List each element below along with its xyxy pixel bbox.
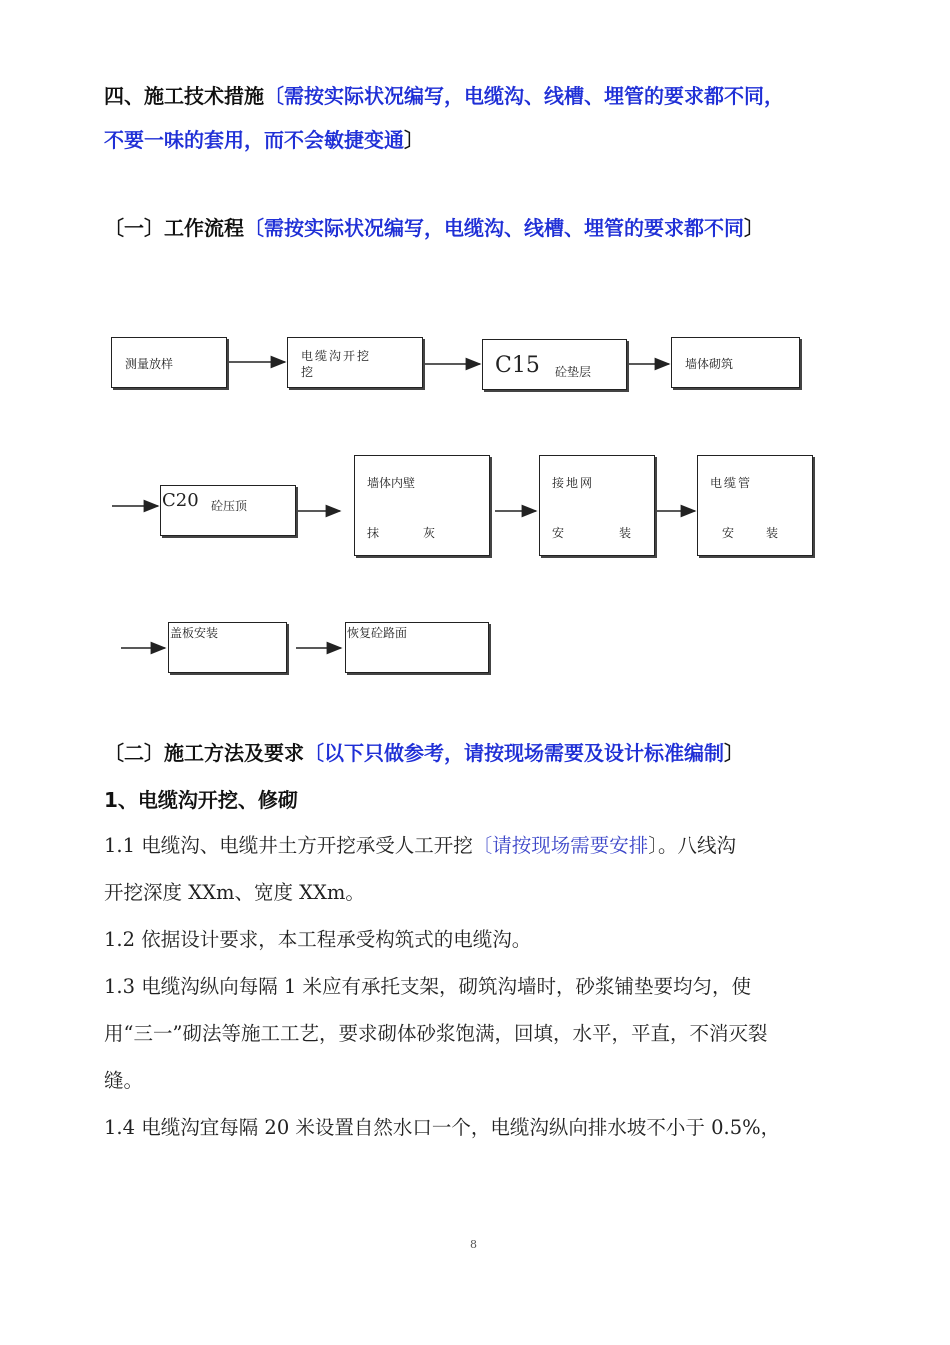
subsection-1-close: 〕 [744,216,764,240]
section-4-note-line1: 〔需按实际状况编写，电缆沟、线槽、埋管的要求都不同， [264,84,784,108]
flow-box-c15 [482,339,627,390]
flow-ground-b: 装 [619,526,632,540]
flow-plaster-a: 抹 [367,526,380,540]
paragraph-1-1-text: 1.1 电缆沟、电缆井土方开挖承受人工开挖 [104,834,473,857]
flow-restore-label: 恢复砼路面 [347,626,408,640]
flow-pipe-a: 安 [722,526,735,540]
paragraph-1-3-line3: 缝。 [104,1069,144,1092]
flow-c15-code: C15 [495,353,540,378]
flow-box-trench [287,337,423,388]
item-1-heading: 1、电缆沟开挖、修砌 [104,788,298,812]
flow-ground-line1: 接地网 [552,476,595,490]
paragraph-1-1-line1 [104,830,736,858]
subsection-2-note: 〔以下只做参考，请按现场需要及设计标准编制 [304,741,724,765]
flow-c15-label: 砼垫层 [555,365,592,379]
flow-box-c20 [160,485,296,536]
subsection-2-close: 〕 [724,741,744,765]
flow-box-survey [111,337,227,388]
flow-box-wall [671,337,800,388]
paragraph-1-1-tail: 〕。八线沟 [648,834,736,857]
subsection-2-heading [104,737,744,766]
subsection-1-title: 〔一〕工作流程 [104,216,244,240]
subsection-1-note: 〔需按实际状况编写，电缆沟、线槽、埋管的要求都不同 [244,216,744,240]
paragraph-1-3-line1: 1.3 电缆沟纵向每隔 1 米应有承托支架，砌筑沟墙时，砂浆铺垫要均匀，使 [104,975,752,998]
paragraph-1-1-note: 〔请按现场需要安排 [472,834,649,857]
subsection-2-title: 〔二〕施工方法及要求 [104,741,304,765]
flow-cover-label: 盖板安装 [170,626,219,640]
section-4-title: 四、施工技术措施 [104,84,264,108]
flow-trench-line2: 挖 [301,365,314,379]
flow-box-pipe [697,455,813,556]
flow-pipe-b: 装 [766,526,779,540]
section-4-close: 〕 [404,128,424,152]
paragraph-1-4-line1: 1.4 电缆沟宜每隔 20 米设置自然水口一个，电缆沟纵向排水坡不小于 0.5%， [104,1116,781,1139]
flow-box-restore [345,622,489,673]
flow-trench-line1: 电缆沟开挖 [301,349,372,363]
paragraph-1-2: 1.2 依据设计要求，本工程承受构筑式的电缆沟。 [104,928,532,951]
flow-c20-label: 砼压顶 [211,499,248,513]
section-4-note-line2: 不要一味的套用，而不会敏捷变通 [104,128,404,152]
flow-pipe-line1: 电缆管 [710,476,753,490]
flow-c20-code: C20 [162,490,199,511]
paragraph-1-3-line2: 用“三一”砌法等施工工艺，要求砌体砂浆饱满，回填，水平，平直，不消灭裂 [104,1022,768,1045]
flow-plaster-b: 灰 [423,526,436,540]
page-number: 8 [470,1238,477,1251]
paragraph-1-1-line2: 开挖深度 XXm、宽度 XXm。 [104,881,365,904]
flow-box-ground [539,455,655,556]
flow-box-cover [168,622,287,673]
flow-box-plaster [354,455,490,556]
flow-ground-a: 安 [552,526,565,540]
flow-wall-label: 墙体砌筑 [685,357,734,371]
flow-survey-label: 测量放样 [125,357,174,371]
flow-plaster-line1: 墙体内壁 [367,476,416,490]
